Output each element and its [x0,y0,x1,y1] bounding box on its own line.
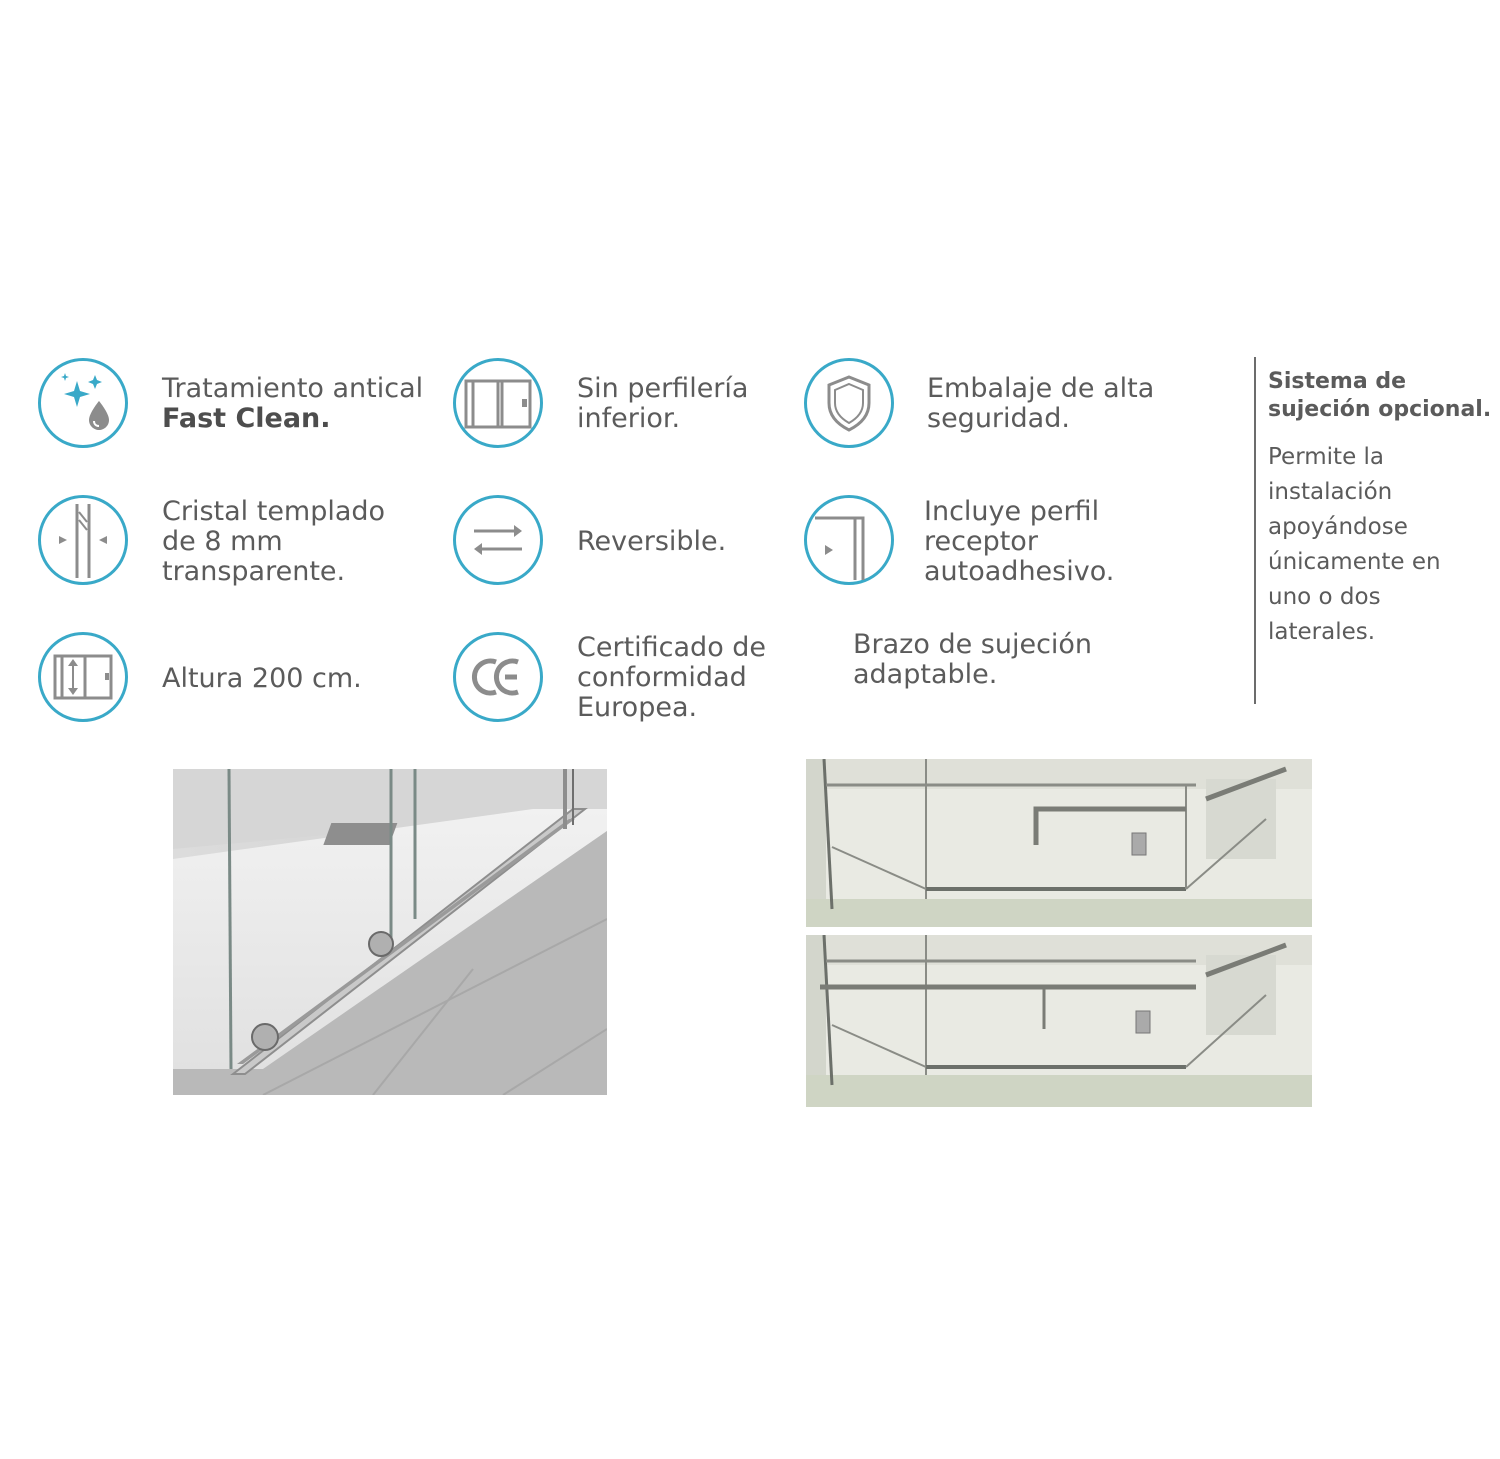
feature-line: Embalaje de alta [927,373,1155,404]
feature-text-no-bottom-profile [577,374,748,434]
shield-icon [804,358,894,448]
sidebar-title [1268,368,1491,424]
reversible-arrows-icon [453,495,543,585]
feature-line: Tratamiento antical [162,373,424,404]
feature-line: Europea. [577,692,698,723]
feature-text-height [162,664,362,694]
sidebar-title-line: Sistema de [1268,369,1407,394]
support-arm-photo-top [806,759,1312,931]
feature-text-certificate [577,633,766,723]
glass-thickness-icon [38,495,128,585]
sparkle-drop-icon [38,358,128,448]
feature-text-packaging [927,374,1154,434]
sidebar-body-line: uno o dos [1268,584,1381,610]
wall-profile-icon [804,495,894,585]
feature-line: Certificado de [577,632,767,663]
feature-line: seguridad. [927,403,1070,434]
feature-line: inferior. [577,403,681,434]
feature-line: Brazo de sujeción [853,629,1093,660]
feature-text-arm [853,630,1092,690]
sidebar-body-line: instalación [1268,479,1393,505]
feature-text-reversible [577,527,726,557]
feature-line: Altura 200 cm. [162,663,362,694]
feature-line: receptor [924,526,1038,557]
sidebar-body-line: únicamente en [1268,549,1441,575]
sidebar-body-line: apoyándose [1268,514,1408,540]
feature-line: Reversible. [577,526,727,557]
sidebar-body-line: Permite la [1268,444,1385,470]
feature-text-glass [162,497,385,587]
vertical-divider [1254,357,1256,704]
height-icon [38,632,128,722]
feature-line: Incluye perfil [924,496,1100,527]
feature-line: conformidad [577,662,747,693]
feature-line: de 8 mm [162,526,283,557]
feature-line-bold: Fast Clean. [162,403,331,434]
feature-text-fast-clean [162,374,423,434]
sidebar-title-line: sujeción opcional. [1268,397,1492,422]
feature-line: Cristal templado [162,496,386,527]
feature-line: Sin perfilería [577,373,749,404]
feature-line: autoadhesivo. [924,556,1115,587]
sidebar-body [1268,440,1441,650]
sliding-door-icon [453,358,543,448]
ce-mark-icon [453,632,543,722]
support-arm-photo-bottom [806,935,1312,1107]
feature-text-profile [924,497,1114,587]
shower-rail-photo [173,769,607,1095]
feature-line: transparente. [162,556,346,587]
feature-line: adaptable. [853,659,998,690]
sidebar-body-line: laterales. [1268,619,1376,645]
